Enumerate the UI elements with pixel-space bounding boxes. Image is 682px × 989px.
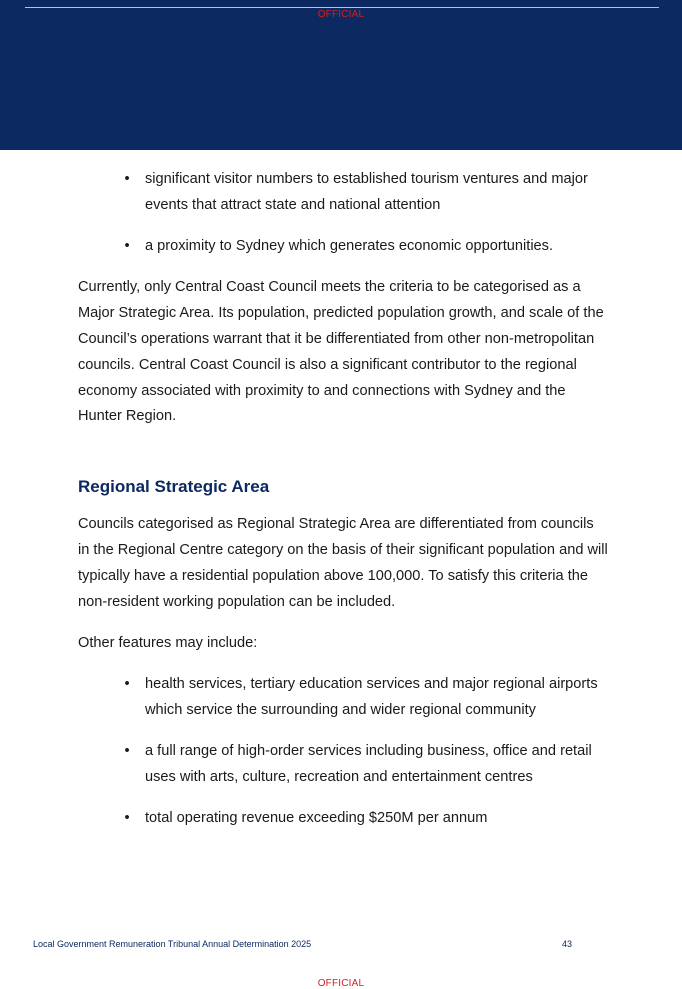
list-item-text: total operating revenue exceeding $250M per annum [145,810,488,827]
body-paragraph: Currently, only Central Coast Council meets the criteria to be categorised as a Major Strategic Area. Its population, predicted population growth, and scale of the Council’s operations warrant that it be differentiated from other non-metropolitan councils. Central Coast Council is also a significant contributor to the regional economy associated with proximity to and connections with Sydney and the Hunter Region. [78,279,604,425]
classification-label-top: OFFICIAL [317,9,365,20]
bullet-icon: • [124,676,130,693]
list-item [78,234,608,260]
body-paragraph: Other features may include: [78,634,258,651]
header-rule [25,7,659,8]
list-item-text: health services, tertiary education services and major regional airports which service the surrounding and wider regional community [145,676,598,718]
list-item-text: a proximity to Sydney which generates economic opportunities. [145,238,554,255]
bullet-icon: • [124,810,130,827]
page-number: 43 [562,939,573,949]
body-paragraph: Councils categorised as Regional Strategic Area are differentiated from councils in the Regional Centre category on the basis of their significant population and will typically have a residential population above 100,000. To satisfy this criteria the non-resident working population can be included. [78,516,608,610]
classification-label-bottom: OFFICIAL [317,978,365,989]
footer-title: Local Government Remuneration Tribunal Annual Determination 2025 [33,939,312,949]
bullet-list-top [78,167,608,260]
list-item [78,167,608,219]
section-heading: Regional Strategic Area [78,477,270,497]
bullet-list-bottom [78,672,608,832]
list-item-text: a full range of high-order services including business, office and retail uses with arts, culture, recreation and entertainment centres [145,743,592,786]
list-item [78,672,608,724]
bullet-icon: • [124,743,130,760]
bullet-icon: • [124,171,130,187]
list-item [78,739,608,791]
list-item-text: significant visitor numbers to established tourism ventures and major events that attract state and national attention [145,171,588,213]
list-item [78,806,608,832]
bullet-icon: • [124,238,130,255]
header-band [0,0,682,150]
page-content [78,167,608,848]
